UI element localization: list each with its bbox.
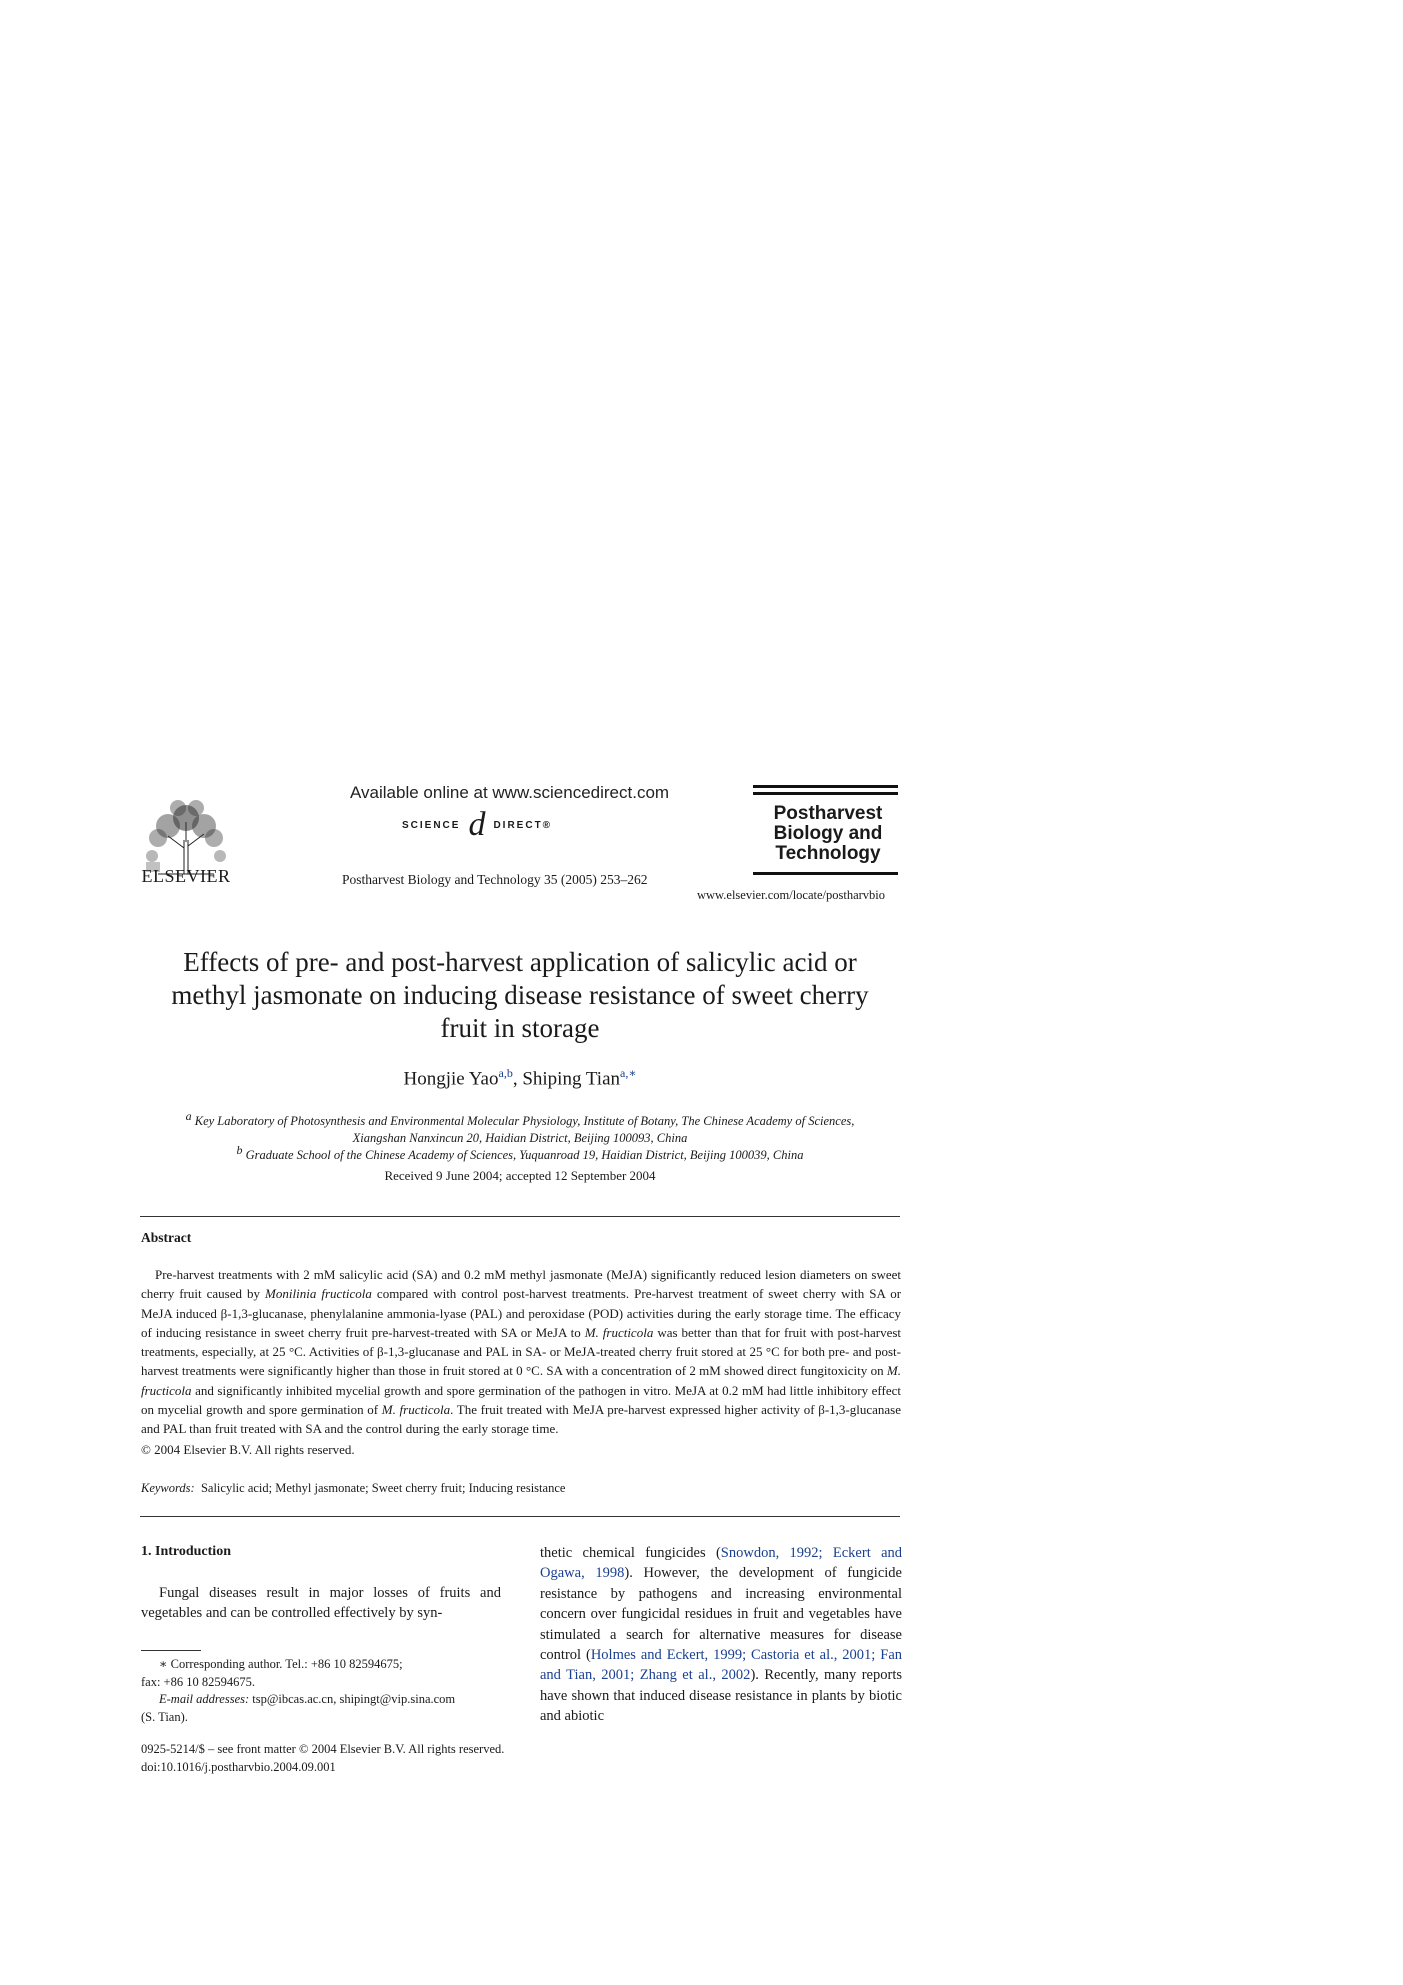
- article-title: Effects of pre- and post-harvest application of salicylic acid or methyl jasmonate on inducing disease resistance of sweet cherry fruit in storage: [171, 947, 869, 1043]
- citation-link[interactable]: Holmes and Eckert, 1999; Castoria et al., 2001; Fan and Tian, 2001; Zhang et al., 2002: [540, 1647, 903, 1684]
- abstract-segment: compared with control post-harvest treatments. Pre-harvest treatment of sweet cherry with SA or MeJA induced β-1,3-glucanase, phenylalanine ammonia-lyase (PAL) and peroxidase (POD) activities during the early storage time. The efficacy of inducing resistance in sweet cherry fruit pre-harvest-treated with SA or MeJA to: [141, 1286, 902, 1340]
- sciencedirect-mark: d: [468, 806, 486, 843]
- author-name: Hongjie Yao: [403, 1068, 499, 1090]
- journal-logo-rule-bottom: [753, 872, 898, 875]
- author-separator: ,: [512, 1068, 523, 1090]
- journal-logo-line: Technology: [775, 843, 881, 864]
- author-affiliation-link[interactable]: a,∗: [620, 1066, 637, 1080]
- abstract-heading: Abstract: [141, 1230, 192, 1245]
- author-list: [140, 1066, 900, 1090]
- species-name: M. fructicola: [141, 1363, 901, 1398]
- footnote-line: (S. Tian).: [141, 1709, 188, 1724]
- divider: [140, 1516, 900, 1517]
- author-name: Shiping Tian: [522, 1068, 621, 1090]
- abstract-segment: . The fruit treated with MeJA pre-harvest expressed higher activity of β-1,3-glucanase and PAL than fruit treated with SA and the control during the early storage time.: [141, 1402, 902, 1437]
- abstract-copyright: © 2004 Elsevier B.V. All rights reserved.: [141, 1442, 355, 1457]
- section-heading: 1. Introduction: [141, 1544, 231, 1559]
- received-dates: Received 9 June 2004; accepted 12 September 2004: [384, 1168, 656, 1183]
- journal-logo-line: Biology and: [773, 823, 883, 844]
- intro-segment: thetic chemical fungicides (: [540, 1545, 721, 1561]
- species-name: M. fructicola: [381, 1402, 451, 1418]
- journal-logo: [753, 804, 903, 864]
- footnote-rule: [141, 1650, 201, 1651]
- email-addresses[interactable]: tsp@ibcas.ac.cn, shipingt@vip.sina.com: [252, 1692, 456, 1706]
- journal-url[interactable]: www.elsevier.com/locate/postharvbio: [697, 888, 886, 902]
- corresponding-author-footnote: [141, 1656, 501, 1726]
- abstract-segment: Pre-harvest treatments with 2 mM salicylic acid (SA) and 0.2 mM methyl jasmonate (MeJA) significantly reduced lesion diameters on sweet cherry fruit caused by: [141, 1267, 901, 1302]
- affiliation-text: Key Laboratory of Photosynthesis and Environmental Molecular Physiology, Institute of Botany, The Chinese Academy of Sciences,: [194, 1114, 855, 1129]
- publisher-name: ELSEVIER: [141, 866, 231, 886]
- journal-reference: Postharvest Biology and Technology 35 (2005) 253–262: [342, 872, 648, 887]
- affiliation-mark: b: [236, 1143, 243, 1157]
- intro-segment: ). However, the development of fungicide resistance by pathogens and increasing environmental concern over fungicidal residues in fruit and vegetables have stimulated a search for alternative measures for disease control (: [540, 1565, 902, 1664]
- doi-line[interactable]: doi:10.1016/j.postharvbio.2004.09.001: [141, 1759, 336, 1774]
- front-matter: [141, 1741, 504, 1776]
- affiliation-text: Graduate School of the Chinese Academy of Sciences, Yuquanroad 19, Haidian District, Beijing 100039, China: [245, 1148, 804, 1163]
- sciencedirect-logo: [402, 808, 552, 842]
- journal-logo-rule-top: [753, 785, 898, 788]
- issn-line: 0925-5214/$ – see front matter © 2004 Elsevier B.V. All rights reserved.: [141, 1742, 505, 1756]
- affiliation-b: [140, 1142, 900, 1164]
- footnote-line: [141, 1691, 501, 1709]
- footnote-line: fax: +86 10 82594675.: [141, 1674, 255, 1689]
- sciencedirect-right-word: DIRECT®: [493, 819, 553, 831]
- abstract-segment: and significantly inhibited mycelial growth and spore germination of the pathogen in vitro. MeJA at 0.2 mM had little inhibitory effect on mycelial growth and spore germination of: [141, 1382, 902, 1418]
- keywords-list: Salicylic acid; Methyl jasmonate; Sweet cherry fruit; Inducing resistance: [200, 1481, 566, 1495]
- species-name: M. fructicola: [584, 1324, 654, 1340]
- intro-segment: ). Recently, many reports have shown that induced disease resistance in plants by biotic and abiotic: [540, 1667, 902, 1725]
- keywords: [141, 1481, 565, 1496]
- species-name: Monilinia fructicola: [265, 1286, 372, 1302]
- available-online-text[interactable]: Available online at www.sciencedirect.com: [350, 783, 670, 802]
- affiliation-text: Xiangshan Nanxincun 20, Haidian District, Beijing 100093, China: [352, 1131, 688, 1146]
- divider: [140, 1216, 900, 1217]
- keywords-label: Keywords:: [141, 1481, 195, 1495]
- footnote-line: ∗ Corresponding author. Tel.: +86 10 82594675;: [159, 1657, 403, 1671]
- abstract-segment: was better than that for fruit with post-harvest treatments, especially, at 25 °C. Activities of β-1,3-glucanase and PAL in SA- or MeJA-treated cherry fruit stored at 25 °C for both pre- and post-harvest treatments were significantly higher than those in fruit stored at 0 °C. SA with a concentration of 2 mM showed direct fungitoxicity on: [141, 1324, 902, 1379]
- abstract-text: [141, 1265, 901, 1439]
- sciencedirect-left-word: SCIENCE: [402, 819, 461, 831]
- journal-logo-rule-top-2: [753, 792, 898, 795]
- intro-right-column: [540, 1543, 902, 1727]
- citation-link[interactable]: Snowdon, 1992; Eckert and Ogawa, 1998: [540, 1545, 902, 1582]
- journal-logo-line: Postharvest: [773, 803, 883, 824]
- email-label: E-mail addresses:: [159, 1692, 250, 1706]
- author-affiliation-link[interactable]: a,b: [498, 1066, 513, 1080]
- affiliation-mark: a: [185, 1109, 192, 1123]
- intro-left-column: Fungal diseases result in major losses of fruits and vegetables and can be controlled effectively by syn-: [141, 1585, 501, 1622]
